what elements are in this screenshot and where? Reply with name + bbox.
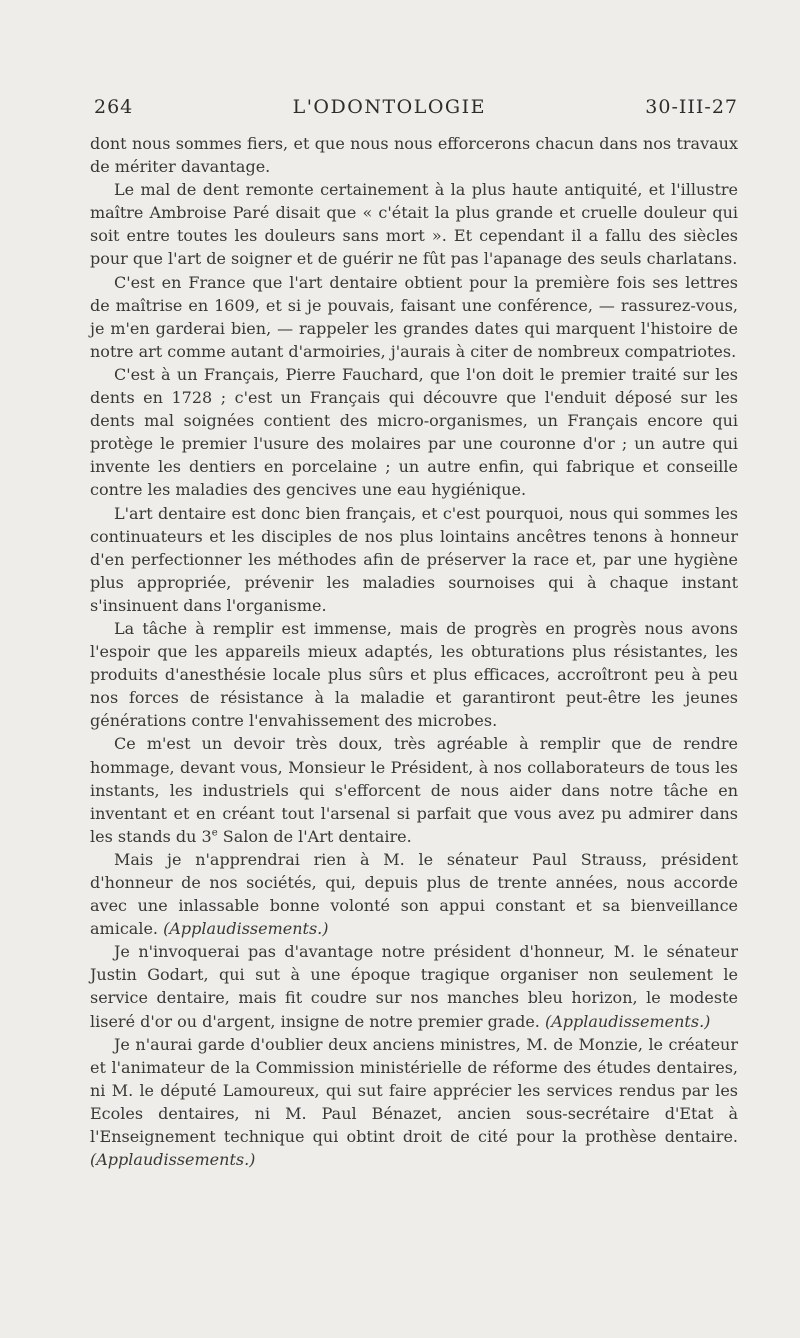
paragraph [90, 178, 738, 270]
paragraph-text: C'est à un Français, Pierre Fauchard, que l'on doit le premier traité sur les dents en 1728 ; c'est un Français qui découvre que l'enduit déposé sur les dents mal soignées contient des micro-organismes, un Français encore qui protège le premier l'usure des molaires par une couronne d'or ; un autre qui invente les dentiers en porcelaine ; un autre enfin, qui fabrique et conseille contre les maladies des gencives une eau hygiénique. [90, 364, 738, 500]
paragraph-text: Mais je n'apprendrai rien à M. le sénateur Paul Strauss, président d'honneur de nos sociétés, qui, depuis plus de trente années, nous accorde avec une inlassable bonne volonté son appui constant et sa bienveillance amicale. [90, 849, 738, 939]
applause-note: (Applaudissements.) [90, 1150, 256, 1170]
paragraph-text: C'est en France que l'art dentaire obtient pour la première fois ses lettres de maîtrise en 1609, et si je pouvais, faisant une conférence, — rassurez-vous, je m'en garderai bien, — rappeler les grandes dates qui marquent l'histoire de notre art comme autant d'armoiries, j'aurais à citer de nombreux compatriotes. [90, 272, 738, 361]
paragraph [90, 1033, 738, 1172]
paragraph-text: Ce m'est un devoir très doux, très agréable à remplir que de rendre hommage, devant vous, Monsieur le Président, à nos collaborateurs de tous les instants, les industriels qui s'efforcent de nous aider dans notre tâche en inventant et en créant tout l'arsenal si parfait que vous avez pu admirer dans les stands du 3 [90, 734, 738, 846]
paragraph-text: L'art dentaire est donc bien français, et c'est pourquoi, nous qui sommes les continuateurs et les disciples de nos plus lointains ancêtres tenons à honneur d'en perfectionner les méthodes afin de préserver la race et, par une hygiène plus appropriée, prévenir les maladies sournoises qui à chaque instant s'insinuent dans l'organisme. [90, 503, 738, 615]
paragraph [90, 617, 738, 732]
applause-note: (Applaudissements.) [163, 919, 329, 939]
paragraph [90, 271, 738, 363]
paragraph-text: Salon de l'Art dentaire. [217, 826, 412, 846]
issue-date: 30-III-27 [645, 96, 738, 118]
paragraph [90, 848, 738, 940]
article-body [90, 132, 738, 1171]
applause-note: (Applaudissements.) [544, 1011, 711, 1031]
document-page [90, 96, 738, 1171]
journal-title: L'ODONTOLOGIE [292, 96, 486, 118]
paragraph-text: Je n'invoquerai pas d'avantage notre président d'honneur, M. le sénateur Justin Godart, qui sut à une époque tragique organiser non seulement le service dentaire, mais fit coudre sur nos manches bleu horizon, le modeste liseré d'or ou d'argent, insigne de notre premier grade. [90, 942, 738, 1031]
ordinal-superscript: e [211, 827, 218, 839]
page-number: 264 [94, 96, 134, 118]
paragraph [90, 132, 738, 178]
paragraph-text: Je n'aurai garde d'oublier deux anciens ministres, M. de Monzie, le créateur et l'animateur de la Commission ministérielle de réforme des études dentaires, ni M. le député Lamoureux, qui sut faire apprécier les services rendus par les Ecoles dentaires, ni M. Paul Bénazet, ancien sous-secrétaire d'Etat à l'Enseignement technique qui obtint droit de cité pour la prothèse dentaire. [90, 1034, 738, 1147]
paragraph [90, 502, 738, 617]
paragraph-text: dont nous sommes fiers, et que nous nous efforcerons chacun dans nos travaux de mériter davantage. [90, 134, 738, 177]
paragraph [90, 732, 738, 847]
paragraph-text: Le mal de dent remonte certainement à la plus haute antiquité, et l'illustre maître Ambroise Paré disait que « c'était la plus grande et cruelle douleur qui soit entre toutes les douleurs sans mort ». Et cependant il a fallu des siècles pour que l'art de soigner et de guérir ne fût pas l'apanage des seuls charlatans. [90, 180, 738, 269]
paragraph [90, 940, 738, 1032]
paragraph-text: La tâche à remplir est immense, mais de progrès en progrès nous avons l'espoir que les appareils mieux adaptés, les obturations plus résistantes, les produits d'anesthésie locale plus sûrs et plus efficaces, accroîtront peu à peu nos forces de résistance à la maladie et garantiront peut-être les jeunes générations contre l'envahissement des microbes. [90, 618, 738, 731]
running-header [90, 96, 738, 118]
paragraph [90, 363, 738, 502]
